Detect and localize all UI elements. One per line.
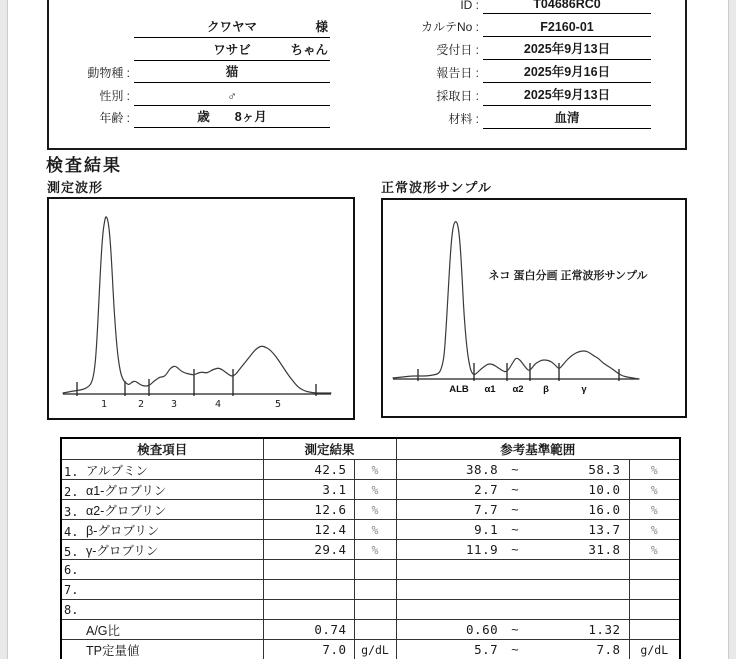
item-number: 8. <box>64 602 79 617</box>
x-axis-label: α2 <box>512 384 524 395</box>
item-number: 6. <box>64 562 79 577</box>
info-field-row <box>395 60 651 83</box>
x-axis-label: ALB <box>449 384 469 395</box>
item-cell <box>61 620 263 640</box>
reference-range-cell <box>396 580 629 600</box>
item-name: β-グロブリン <box>86 523 160 538</box>
range-tilde: ~ <box>511 462 520 477</box>
field-value: 歳 8ヶ月 <box>197 109 267 124</box>
field-value: ワサビ <box>213 42 251 57</box>
field-label: 動物種 : <box>87 66 130 81</box>
item-number: 4. <box>64 524 79 539</box>
result-value-cell: 12.6 <box>263 500 354 520</box>
range-high: 10.0 <box>588 482 621 497</box>
col-header-item: 検査項目 <box>61 438 263 460</box>
range-low: 5.7 <box>474 642 499 657</box>
range-unit-cell: % <box>629 520 680 540</box>
item-cell <box>61 540 263 560</box>
field-value: 2025年9月16日 <box>523 65 611 79</box>
range-tilde: ~ <box>511 502 520 517</box>
reference-range <box>397 520 629 539</box>
info-field-row <box>395 0 651 14</box>
reference-range <box>397 560 629 579</box>
field-label: 受付日 : <box>436 43 479 57</box>
info-field-row <box>60 38 330 60</box>
item-cell <box>61 500 263 520</box>
result-value-cell: 7.0 <box>263 640 354 659</box>
table-row <box>61 520 680 540</box>
reference-range <box>397 540 629 559</box>
item-name: α2-グロブリン <box>86 503 167 518</box>
measured-waveform-svg <box>49 199 353 418</box>
item-number: 7. <box>64 582 79 597</box>
table-row <box>61 640 680 659</box>
range-low: 7.7 <box>474 502 499 517</box>
reference-range <box>397 480 629 499</box>
table-row <box>61 460 680 480</box>
item-number: 3. <box>64 504 79 519</box>
result-unit-cell <box>354 620 396 640</box>
col-header-range: 参考基準範囲 <box>396 438 680 460</box>
field-label <box>60 36 134 38</box>
result-unit-cell: % <box>354 460 396 480</box>
reference-range <box>397 500 629 519</box>
range-tilde: ~ <box>511 542 520 557</box>
range-tilde: ~ <box>511 482 520 497</box>
reference-range-cell <box>396 560 629 580</box>
range-unit-cell <box>629 560 680 580</box>
reference-range-cell <box>396 520 629 540</box>
item-name: A/G比 <box>86 623 121 638</box>
item-number: 5. <box>64 544 79 559</box>
field-suffix: 様 <box>315 20 328 35</box>
result-unit-cell: % <box>354 520 396 540</box>
range-high: 1.32 <box>588 622 621 637</box>
field-value: 血清 <box>554 111 580 125</box>
range-low: 0.60 <box>466 622 499 637</box>
info-field-row <box>60 16 330 38</box>
reference-range-cell <box>396 640 629 659</box>
field-underline <box>483 85 651 106</box>
patient-fields-left <box>60 16 330 128</box>
result-unit-cell <box>354 600 396 620</box>
field-underline <box>134 89 330 106</box>
field-value: F2160-01 <box>540 20 594 34</box>
range-tilde: ~ <box>511 642 520 657</box>
table-row <box>61 620 680 640</box>
range-unit-cell: % <box>629 540 680 560</box>
x-axis-label: 5 <box>274 399 282 410</box>
page-right-edge <box>728 0 736 659</box>
electrophoresis-trace <box>393 222 639 379</box>
range-high: 16.0 <box>588 502 621 517</box>
field-value: T04686RC0 <box>533 0 601 11</box>
table-row <box>61 480 680 500</box>
x-axis-label: 4 <box>214 399 222 410</box>
range-low: 38.8 <box>466 462 499 477</box>
range-high: 13.7 <box>588 522 621 537</box>
reference-range-cell <box>396 480 629 500</box>
reference-range <box>397 600 629 619</box>
field-value: 2025年9月13日 <box>523 88 611 102</box>
table-row <box>61 560 680 580</box>
page-left-edge <box>0 0 8 659</box>
field-underline <box>134 40 330 61</box>
range-tilde: ~ <box>511 622 520 637</box>
field-label: ID : <box>460 0 479 12</box>
info-field-row <box>395 83 651 106</box>
result-value-cell <box>263 580 354 600</box>
item-name: γ-グロブリン <box>86 543 159 558</box>
field-value: 猫 <box>225 65 239 80</box>
results-table-body <box>61 460 680 659</box>
range-high: 58.3 <box>588 462 621 477</box>
range-unit-cell: % <box>629 480 680 500</box>
reference-range <box>397 580 629 599</box>
item-cell <box>61 560 263 580</box>
result-value-cell <box>263 600 354 620</box>
field-underline <box>134 62 330 83</box>
x-axis-label: β <box>543 384 549 395</box>
field-value: クワヤマ <box>206 20 257 35</box>
range-high: 7.8 <box>596 642 621 657</box>
reference-range-cell <box>396 540 629 560</box>
info-field-row <box>60 61 330 83</box>
range-high: 31.8 <box>588 542 621 557</box>
info-field-row <box>395 14 651 37</box>
field-label: 報告日 : <box>436 66 479 80</box>
x-axis-label: γ <box>581 384 587 395</box>
item-number: 1. <box>64 464 79 479</box>
field-underline <box>483 39 651 60</box>
field-underline <box>483 20 651 37</box>
field-underline <box>483 62 651 83</box>
field-label: 年齢 : <box>99 110 130 125</box>
field-value: ♂ <box>227 88 237 103</box>
info-field-row <box>395 37 651 60</box>
info-field-row <box>60 106 330 128</box>
electrophoresis-trace <box>63 217 331 393</box>
field-label: 材料 : <box>448 112 479 126</box>
section-title: 検査結果 <box>46 156 122 175</box>
measured-waveform-chart <box>47 197 355 420</box>
result-value-cell: 12.4 <box>263 520 354 540</box>
normal-waveform-svg <box>383 200 685 416</box>
result-value-cell <box>263 560 354 580</box>
field-label: 性別 : <box>99 88 130 103</box>
range-unit-cell: % <box>629 500 680 520</box>
item-cell <box>61 460 263 480</box>
range-low: 2.7 <box>474 482 499 497</box>
item-name: アルブミン <box>86 463 149 478</box>
reference-range-cell <box>396 600 629 620</box>
field-label <box>60 59 134 61</box>
result-value-cell: 3.1 <box>263 480 354 500</box>
range-unit-cell <box>629 580 680 600</box>
normal-chart-annotation: ネコ 蛋白分画 正常波形サンプル <box>488 270 648 282</box>
x-axis-label: 2 <box>137 399 145 410</box>
result-unit-cell: g/dL <box>354 640 396 659</box>
range-low: 11.9 <box>466 542 499 557</box>
field-value: 2025年9月13日 <box>523 42 611 56</box>
result-unit-cell <box>354 560 396 580</box>
table-row <box>61 580 680 600</box>
info-field-row <box>395 106 651 129</box>
result-value-cell: 42.5 <box>263 460 354 480</box>
reference-range <box>397 640 629 659</box>
item-cell <box>61 480 263 500</box>
range-unit-cell <box>629 620 680 640</box>
reference-range <box>397 620 629 639</box>
field-label: 採取日 : <box>436 89 479 103</box>
x-axis-label: 3 <box>170 399 178 410</box>
field-suffix: ちゃん <box>290 42 328 57</box>
patient-fields-right <box>395 0 651 129</box>
field-underline <box>483 108 651 129</box>
reference-range-cell <box>396 500 629 520</box>
range-low: 9.1 <box>474 522 499 537</box>
item-cell <box>61 520 263 540</box>
result-value-cell: 0.74 <box>263 620 354 640</box>
range-tilde: ~ <box>511 522 520 537</box>
reference-range <box>397 460 629 479</box>
table-row <box>61 600 680 620</box>
table-header-row <box>61 438 680 460</box>
item-number: 2. <box>64 484 79 499</box>
info-field-row <box>60 83 330 105</box>
result-value-cell: 29.4 <box>263 540 354 560</box>
range-unit-cell: g/dL <box>629 640 680 659</box>
table-row <box>61 540 680 560</box>
col-header-result: 測定結果 <box>263 438 396 460</box>
normal-waveform-chart <box>381 198 687 418</box>
table-row <box>61 500 680 520</box>
result-unit-cell: % <box>354 540 396 560</box>
item-cell <box>61 600 263 620</box>
measured-chart-title: 測定波形 <box>47 180 104 195</box>
field-underline <box>134 107 330 128</box>
field-label: カルテNo : <box>420 20 479 34</box>
reference-range-cell <box>396 620 629 640</box>
range-unit-cell <box>629 600 680 620</box>
item-name: TP定量値 <box>86 643 140 658</box>
field-underline <box>483 0 651 14</box>
item-cell <box>61 640 263 659</box>
normal-chart-title: 正常波形サンプル <box>381 180 492 195</box>
result-unit-cell: % <box>354 500 396 520</box>
field-underline <box>134 17 330 38</box>
x-axis-label: α1 <box>484 384 496 395</box>
range-unit-cell: % <box>629 460 680 480</box>
result-unit-cell <box>354 580 396 600</box>
reference-range-cell <box>396 460 629 480</box>
item-name: α1-グロブリン <box>86 483 167 498</box>
x-axis-label: 1 <box>100 399 108 410</box>
results-table <box>60 437 681 659</box>
result-unit-cell: % <box>354 480 396 500</box>
item-cell <box>61 580 263 600</box>
